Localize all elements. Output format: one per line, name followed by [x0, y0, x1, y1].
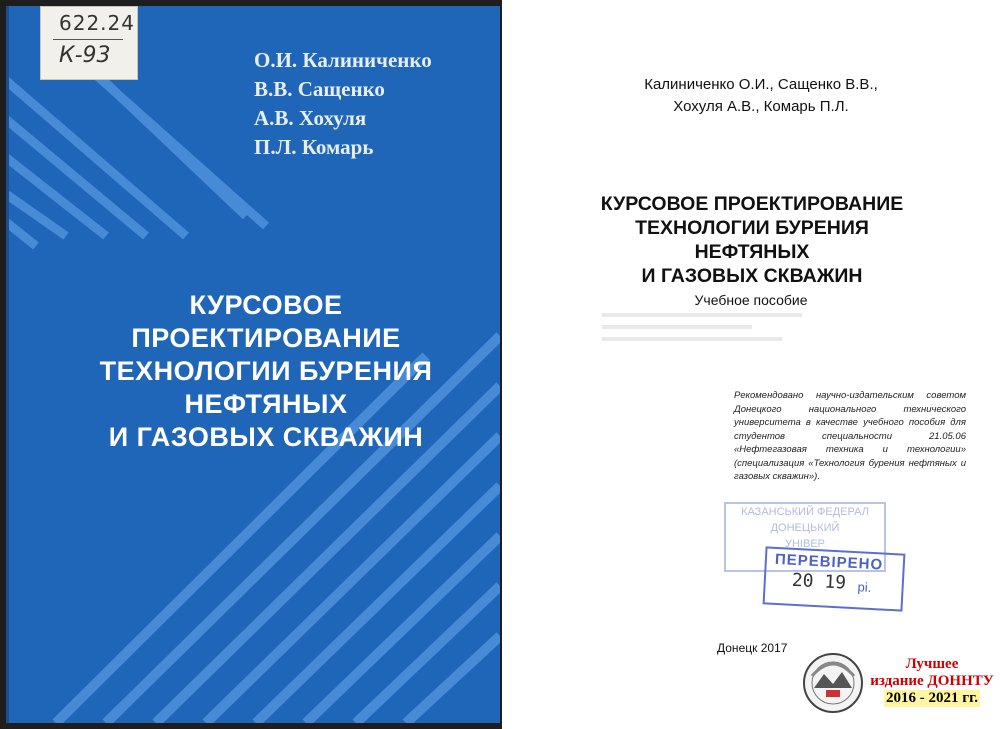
- cover-title-line: ТЕХНОЛОГИИ БУРЕНИЯ: [99, 356, 433, 386]
- recommendation-text: Рекомендовано научно-издательским советом Донецкого национального технического университета в качестве учебного пособия для студентов специальности 21.05.06 «Нефтегазовая техника и технологии» (специализация «Технология бурения нефтяных и газовых скважин»).: [734, 390, 966, 482]
- title-page-title-line: И ГАЗОВЫХ СКВАЖИН: [641, 265, 863, 287]
- title-page-authors: [626, 74, 896, 118]
- cover-title-line: ПРОЕКТИРОВАНИЕ: [131, 323, 401, 353]
- title-page-authors-line: Калиниченко О.И., Сащенко В.В.,: [644, 76, 878, 93]
- title-page-subtitle: Учебное пособие: [694, 292, 808, 308]
- cover-author: А.В. Хохуля: [254, 106, 367, 130]
- award-badge: [868, 656, 996, 707]
- title-page-title-line: ТЕХНОЛОГИИ БУРЕНИЯ: [635, 217, 869, 239]
- book-cover: [6, 6, 500, 723]
- cover-title-line: НЕФТЯНЫХ: [184, 389, 348, 419]
- checked-stamp-year: 20 19: [791, 569, 847, 594]
- checked-stamp-unit: рі.: [857, 579, 872, 595]
- library-stamp-line: УНІВЕР: [785, 538, 825, 550]
- cover-author: О.И. Калиниченко: [254, 48, 432, 72]
- library-code: 622.24: [59, 11, 135, 35]
- checked-stamp: [763, 546, 906, 611]
- cover-author: П.Л. Комарь: [254, 135, 374, 159]
- university-logo-icon: [802, 652, 864, 714]
- title-page-title-line: НЕФТЯНЫХ: [694, 241, 810, 263]
- title-page: [502, 0, 1000, 729]
- cover-authors: [254, 46, 432, 162]
- city-year: Донецк 2017: [717, 641, 788, 655]
- bleed-through-text: [602, 313, 822, 353]
- title-page-title: [572, 192, 932, 288]
- award-line: издание ДОННТУ: [870, 673, 994, 689]
- cover-title-line: И ГАЗОВЫХ СКВАЖИН: [108, 422, 424, 452]
- sticker-divider: [53, 39, 123, 40]
- cover-title: [46, 289, 486, 454]
- library-cutter: К-93: [59, 43, 111, 68]
- cover-title-line: КУРСОВОЕ: [189, 290, 343, 320]
- award-line: Лучшее: [905, 656, 959, 672]
- award-years: 2016 - 2021 гг.: [886, 690, 978, 706]
- title-page-authors-line: Хохуля А.В., Комарь П.Л.: [673, 98, 849, 115]
- checked-stamp-label: ПЕРЕВІРЕНО: [774, 550, 884, 574]
- title-page-title-line: КУРСОВОЕ ПРОЕКТИРОВАНИЕ: [600, 193, 904, 215]
- library-sticker: [40, 6, 138, 80]
- cover-author: В.В. Сащенко: [254, 77, 385, 101]
- library-stamp-line: ДОНЕЦЬКИЙ: [770, 522, 840, 534]
- library-stamp-line: КАЗАНСЬКИЙ ФЕДЕРАЛ: [741, 506, 869, 518]
